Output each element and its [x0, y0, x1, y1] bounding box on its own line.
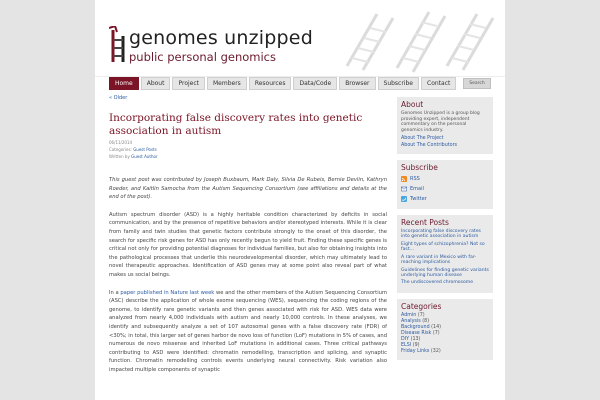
- nav-members[interactable]: Members: [207, 77, 247, 90]
- recent-post-link[interactable]: Incorporating false discovery rates into genetic association in autism: [401, 228, 481, 240]
- category-name[interactable]: Analysis: [401, 318, 421, 324]
- email-icon: [401, 186, 407, 192]
- category-count: (14): [431, 324, 442, 330]
- nav-resources[interactable]: Resources: [249, 77, 292, 90]
- twitter-label: Twitter: [410, 195, 427, 202]
- recent-posts-heading: Recent Posts: [401, 217, 449, 227]
- recent-post-link[interactable]: A rare variant in Mexico with far-reaching implications: [401, 254, 477, 266]
- author-prefix: Written by: [109, 154, 130, 159]
- nav-subscribe[interactable]: Subscribe: [378, 77, 419, 90]
- sidebar: [397, 97, 493, 366]
- category-count: (32): [430, 349, 441, 355]
- category-count: (7): [417, 312, 425, 318]
- nature-paper-link[interactable]: paper published in Nature last week: [120, 289, 215, 296]
- about-project-link[interactable]: About The Project: [401, 136, 444, 142]
- about-heading: About: [401, 100, 424, 109]
- nav-home[interactable]: Home: [109, 77, 139, 90]
- rss-icon: [401, 176, 407, 182]
- post-intro: This guest post was contributed by Joseph Buxbaum, Mark Daly, Silvia De Rubeis, Bernie Devlin, Kathryn Roeder, and Kaitlin Samocha from the Autism Sequencing Consortium (see affiliations and details at the end of the post).: [109, 177, 387, 201]
- site-title[interactable]: genomes unzipped: [129, 27, 313, 49]
- subscribe-email[interactable]: [401, 184, 489, 194]
- rss-label: RSS: [410, 175, 420, 182]
- post-categories: [109, 147, 387, 152]
- about-text: Genomes Unzipped is a group blog providing expert, independent commentary on the personal genomics industry.: [401, 111, 480, 133]
- post-author-link[interactable]: Guest Author: [131, 154, 158, 159]
- nav-data-code[interactable]: Data/Code: [293, 77, 337, 90]
- para2-rest: we and the other members of the Autism Sequencing Consortium (ASC) describe the application of whole exome sequencing (WES), sequencing the coding regions of the genome, to identify rare genetic variants and then genes associated with risk for ASD. WES data were analyzed from nearly 4,000 individuals with autism and nearly 10,000 controls. In these analyses, we identify and subsequently analyze a set of 107 autosomal genes with a false discovery rate (FDR) of <30%; in total, this larger set of genes harbor de novo loss of function (LoF) mutations in 5% of cases, and numerous de novo missense and inherited LoF mutations in additional cases. Three critical pathways contributing to ASD were identified: chromatin remodelling, transcription and splicing, and synaptic function. Chromatin remodelling controls events underlying neural connectivity. Risk variation also impacted multiple components of synaptic: [109, 289, 387, 373]
- category-name[interactable]: ELSI: [401, 343, 412, 349]
- category-name[interactable]: Friday Links: [401, 349, 430, 355]
- category-name[interactable]: Background: [401, 324, 430, 330]
- nav-contact[interactable]: Contact: [421, 77, 456, 90]
- subscribe-rss[interactable]: [401, 174, 489, 184]
- category-count: (8): [422, 318, 430, 324]
- subscribe-twitter[interactable]: [401, 194, 489, 204]
- twitter-icon: [401, 196, 407, 202]
- categories-prefix: Categories:: [109, 147, 132, 152]
- categories-heading: Categories: [401, 301, 442, 311]
- categories-widget: [397, 299, 493, 361]
- category-name[interactable]: Admin: [401, 312, 417, 318]
- post-paragraph-1: Autism spectrum disorder (ASD) is a highly heritable condition characterized by deficits in social communication, and by the presence of repetitive behaviors and/or stereotyped interests. While it is clear from family and twin studies that genetic factors contribute strongly to the onset of this disorder, the search for specific risk genes for ASD has only recently begun to yield fruit. Finding these specific genes is critical not only for providing potential diagnoses for individual families, but also for obtaining insights into the pathological processes that underlie this neurodevelopmental disorder, which may ultimately lead to novel therapeutic approaches. Identification of ASD genes may at some point also reveal part of what makes us social beings.: [109, 211, 387, 278]
- category-count: (13): [410, 336, 421, 342]
- nav-about[interactable]: About: [141, 77, 171, 90]
- recent-post-link[interactable]: Eight types of schizophrenia? Not so fast...: [401, 241, 485, 253]
- about-contributors-link[interactable]: About The Contributors: [401, 142, 458, 148]
- site-subtitle: public personal genomics: [129, 50, 276, 64]
- recent-posts-widget: [397, 215, 493, 293]
- about-widget: [397, 97, 493, 154]
- recent-post-link[interactable]: Guidelines for finding genetic variants underlying human disease: [401, 267, 489, 279]
- category-name[interactable]: DIY: [401, 336, 410, 342]
- category-item[interactable]: [401, 349, 489, 355]
- email-label: Email: [410, 185, 424, 192]
- site-header: [95, 0, 505, 77]
- post-author: [109, 154, 387, 159]
- post-paragraph-2: [109, 289, 387, 375]
- post-category-link[interactable]: Guest Posts: [133, 147, 157, 152]
- logo-ladder-icon: [109, 26, 127, 62]
- subscribe-widget: [397, 160, 493, 209]
- main-nav: [109, 77, 491, 89]
- older-posts-link[interactable]: « Older: [109, 95, 128, 101]
- page: [95, 0, 505, 400]
- search-button[interactable]: Search: [463, 78, 491, 89]
- dna-ladder-decoration: [337, 6, 497, 74]
- nav-project[interactable]: Project: [172, 77, 205, 90]
- category-name[interactable]: Disease Risk: [401, 330, 432, 336]
- nav-browser[interactable]: Browser: [339, 77, 375, 90]
- post-content: [109, 95, 387, 400]
- post-title[interactable]: Incorporating false discovery rates into genetic association in autism: [109, 112, 363, 137]
- post-date: 06/11/2014: [109, 140, 133, 145]
- para2-start: In a: [109, 289, 119, 296]
- category-count: (7): [432, 330, 440, 336]
- subscribe-heading: Subscribe: [401, 162, 438, 172]
- recent-post-link[interactable]: The undiscovered chromosome: [401, 280, 474, 286]
- category-count: (9): [412, 343, 420, 349]
